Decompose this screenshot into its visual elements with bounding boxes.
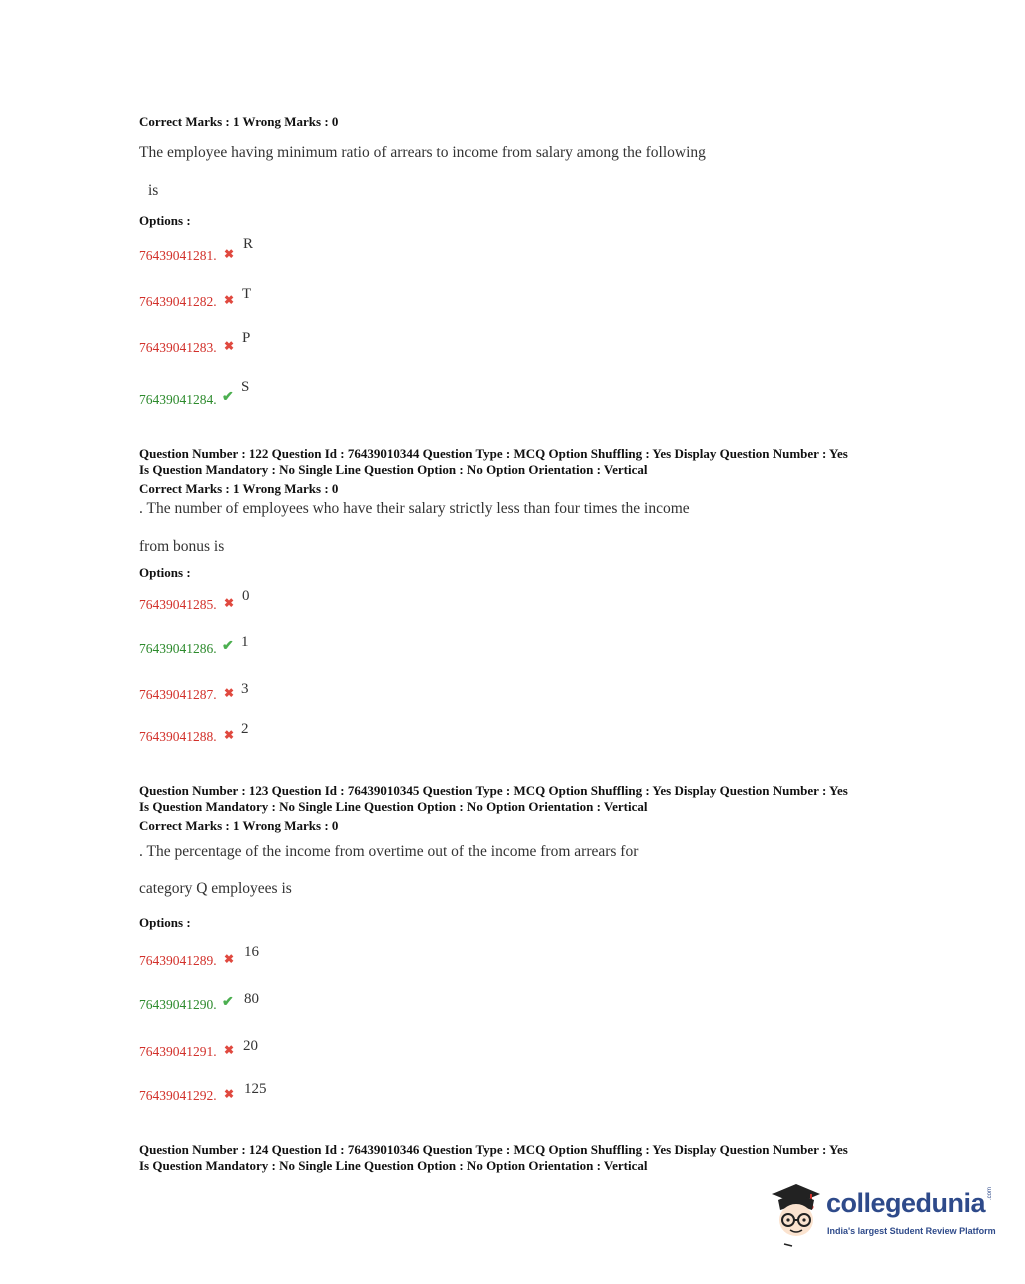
option-value: P	[242, 330, 251, 346]
cross-icon: ✖	[224, 596, 235, 610]
mascot-icon	[766, 1180, 826, 1250]
cross-icon: ✖	[224, 686, 235, 700]
option-id: 76439041284.	[139, 392, 217, 407]
logo-wordmark: collegedunia	[826, 1188, 986, 1218]
q122-marks: Correct Marks : 1 Wrong Marks : 0	[139, 481, 339, 496]
option-id: 76439041281.	[139, 248, 217, 263]
option-value: 2	[241, 721, 249, 737]
option-id: 76439041283.	[139, 340, 217, 355]
check-icon: ✔	[222, 995, 234, 1010]
cross-icon: ✖	[224, 247, 235, 261]
q121-text-line1: The employee having minimum ratio of arrears to income from salary among the following	[139, 144, 706, 161]
q124-header-line2: Is Question Mandatory : No Single Line Question Option : No Option Orientation : Vertical	[139, 1158, 648, 1173]
q124-header-line1: Question Number : 124 Question Id : 76439010346 Question Type : MCQ Option Shuffling : Yes Display Question Number : Yes	[139, 1142, 848, 1157]
option-id: 76439041282.	[139, 294, 217, 309]
q123-header-line1: Question Number : 123 Question Id : 76439010345 Question Type : MCQ Option Shuffling : Yes Display Question Number : Yes	[139, 783, 848, 798]
option-id: 76439041286.	[139, 641, 217, 656]
option-id: 76439041291.	[139, 1044, 217, 1059]
cross-icon: ✖	[224, 1087, 235, 1101]
option-value: 80	[244, 991, 259, 1007]
check-icon: ✔	[222, 639, 234, 654]
collegedunia-logo	[766, 1180, 996, 1250]
option-id: 76439041287.	[139, 687, 217, 702]
q122-text-line2: from bonus is	[139, 538, 225, 555]
option-value: T	[242, 286, 252, 302]
option-value: 16	[244, 944, 259, 960]
q121-options-label: Options :	[139, 213, 191, 228]
cross-icon: ✖	[224, 1043, 235, 1057]
option-value: 0	[242, 588, 250, 604]
option-value: 125	[244, 1081, 267, 1097]
q122-header-line1: Question Number : 122 Question Id : 76439010344 Question Type : MCQ Option Shuffling : Yes Display Question Number : Yes	[139, 446, 848, 461]
q123-text-line1: . The percentage of the income from overtime out of the income from arrears for	[139, 843, 639, 860]
option-value: S	[241, 379, 250, 395]
cross-icon: ✖	[224, 952, 235, 966]
q122-header-line2: Is Question Mandatory : No Single Line Question Option : No Option Orientation : Vertical	[139, 462, 648, 477]
option-value: R	[243, 236, 254, 252]
q122-text-line1: . The number of employees who have their salary strictly less than four times the income	[139, 500, 690, 517]
cross-icon: ✖	[224, 339, 235, 353]
cross-icon: ✖	[224, 728, 235, 742]
logo-tagline: India's largest Student Review Platform	[827, 1226, 996, 1236]
option-id: 76439041285.	[139, 597, 217, 612]
option-id: 76439041290.	[139, 997, 217, 1012]
q123-header-line2: Is Question Mandatory : No Single Line Question Option : No Option Orientation : Vertical	[139, 799, 648, 814]
check-icon: ✔	[222, 390, 234, 405]
option-value: 20	[243, 1038, 258, 1054]
q122-options-label: Options :	[139, 565, 191, 580]
q123-marks: Correct Marks : 1 Wrong Marks : 0	[139, 818, 339, 833]
option-value: 1	[241, 634, 249, 650]
cross-icon: ✖	[224, 293, 235, 307]
option-id: 76439041288.	[139, 729, 217, 744]
q123-options-label: Options :	[139, 915, 191, 930]
q121-text-line2: is	[148, 182, 159, 199]
option-id: 76439041289.	[139, 953, 217, 968]
q121-marks: Correct Marks : 1 Wrong Marks : 0	[139, 114, 339, 129]
option-value: 3	[241, 681, 249, 697]
option-id: 76439041292.	[139, 1088, 217, 1103]
logo-suffix: .com	[987, 1186, 993, 1200]
q123-text-line2: category Q employees is	[139, 880, 292, 897]
